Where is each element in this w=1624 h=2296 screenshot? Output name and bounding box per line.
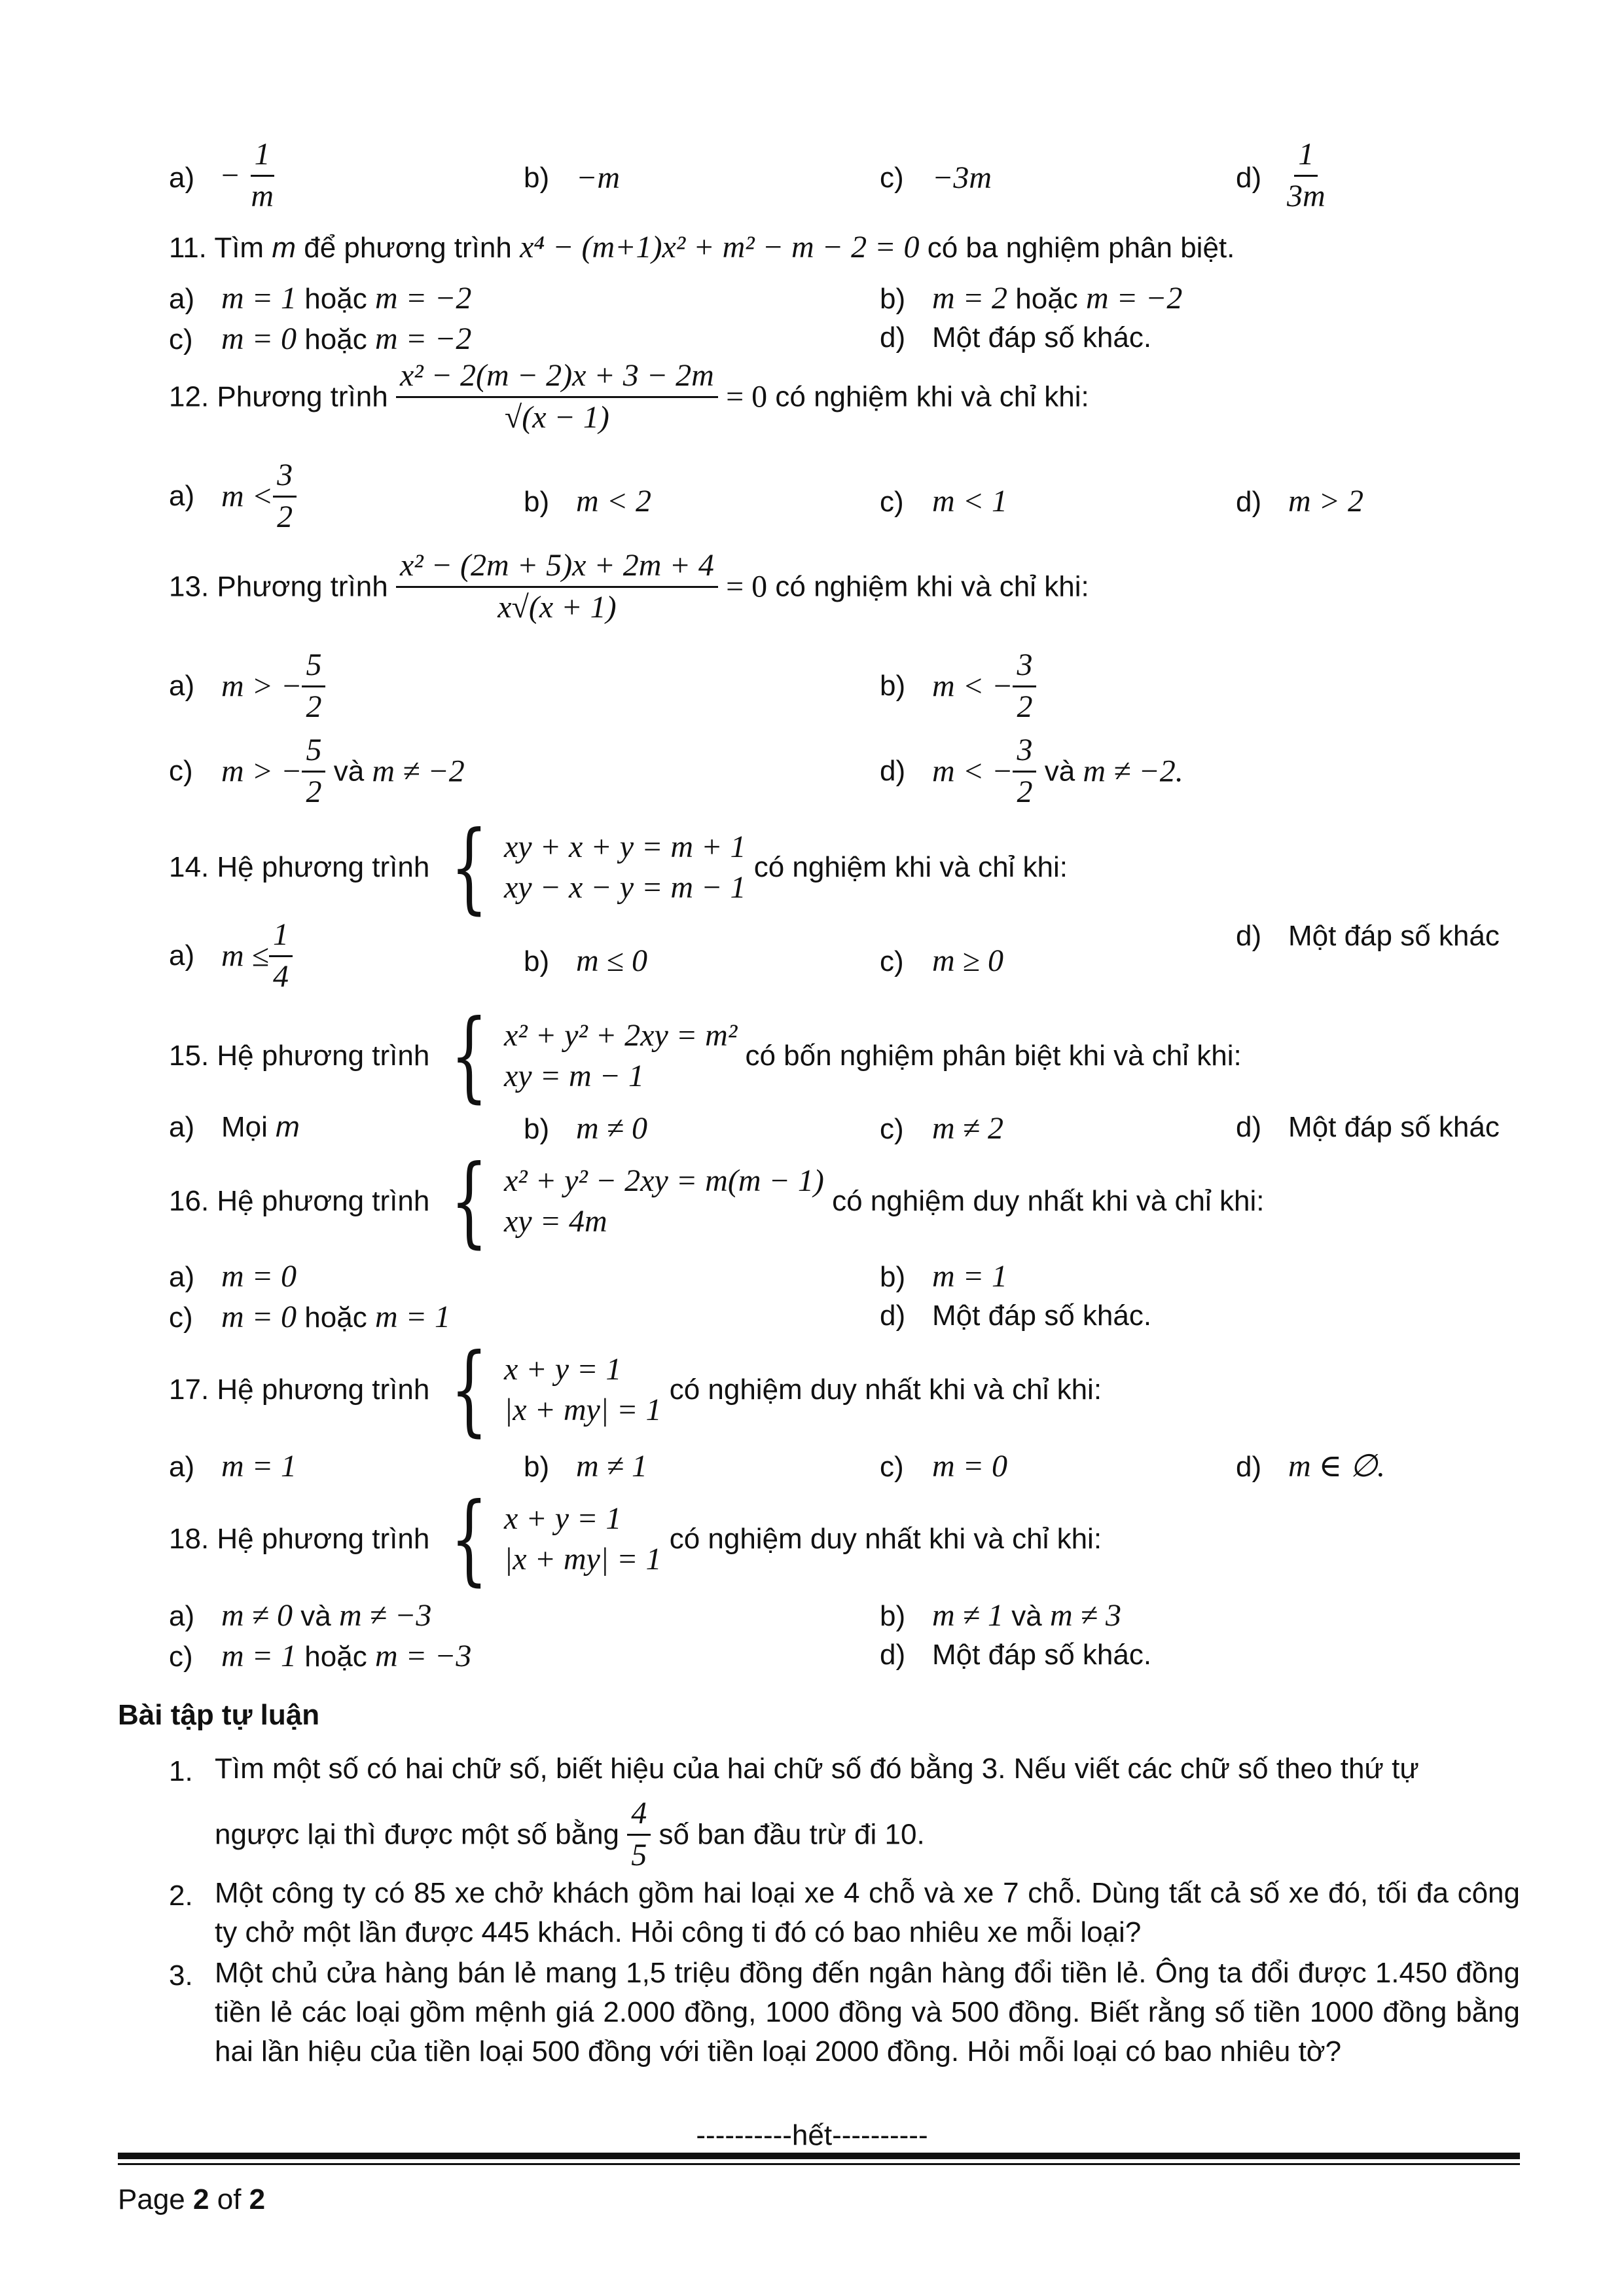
essay-item-1-line2: ngược lại thì được một số bằng $\frac{4}{5}$ số ban đầu trừ đi 10.: [215, 1796, 925, 1872]
q11-opt-b: b) m = 2 hoặc m = −2: [880, 281, 1183, 316]
q16-label: 16. Hệ phương trình: [169, 1185, 430, 1217]
q15-line1: x² + y² + 2xy = m²: [504, 1018, 738, 1053]
q10-opt-a-label: a): [169, 162, 195, 194]
q15-opt-b: b) m ≠ 0: [524, 1111, 648, 1146]
q10-d-den: 3m: [1287, 178, 1326, 213]
q10-d-num: 1: [1294, 137, 1318, 177]
q17-opt-a: a) m = 1: [169, 1449, 297, 1484]
q12-numerator: x² − 2(m − 2)x + 3 − 2m: [396, 359, 718, 398]
q17-opt-b: b) m ≠ 1: [524, 1449, 648, 1484]
q17-label: 17. Hệ phương trình: [169, 1374, 430, 1406]
q18-line1: x + y = 1: [504, 1501, 622, 1536]
q15-stem: 15. Hệ phương trình { x² + y² + 2xy = m² xy = m − 1 có bốn nghiệm phân biệt khi và chỉ khi:: [169, 999, 1242, 1113]
q12-opt-a: a) m < $\frac{3}{2}$: [169, 458, 297, 535]
q18-opt-d: d) Một đáp số khác.: [880, 1639, 1152, 1671]
q10-opt-c-value: −3m: [932, 160, 992, 195]
q14-tail: có nghiệm khi và chỉ khi:: [753, 851, 1068, 883]
q15-opt-a: a) Mọi m: [169, 1111, 300, 1143]
q11-mid: để phương trình: [304, 232, 512, 264]
q16-stem: 16. Hệ phương trình { x² + y² − 2xy = m(m − 1) xy = 4m có nghiệm duy nhất khi và chỉ khi:: [169, 1144, 1265, 1258]
q15-label: 15. Hệ phương trình: [169, 1040, 430, 1072]
q10-opt-a-value: − $\frac{1}{m}$: [221, 137, 278, 214]
essay-item-2-number: 2.: [169, 1880, 193, 1912]
q13-opt-d: d) m < − $\frac{3}{2}$ và m ≠ −2.: [880, 733, 1183, 809]
q18-line2: |x + my| = 1: [504, 1542, 662, 1576]
q16-opt-d: d) Một đáp số khác.: [880, 1300, 1152, 1332]
q16-tail: có nghiệm duy nhất khi và chỉ khi:: [832, 1185, 1265, 1217]
q13-opt-c: c) m > − $\frac{5}{2}$ và m ≠ −2: [169, 733, 465, 809]
q17-opt-d: d) m ∈ ∅.: [1236, 1449, 1386, 1484]
q14-opt-b: b) m ≤ 0: [524, 943, 648, 978]
q18-stem: 18. Hệ phương trình { x + y = 1 |x + my| = 1 có nghiệm duy nhất khi và chỉ khi:: [169, 1482, 1102, 1596]
q11-equation: x⁴ − (m+1)x² + m² − m − 2 = 0: [520, 230, 920, 264]
q12-denominator: √(x − 1): [504, 399, 609, 435]
footer-page-word: Page: [118, 2183, 185, 2215]
q16-line2: xy = 4m: [504, 1204, 607, 1239]
q11-var: m: [272, 232, 296, 264]
essay-item-3-text: Một chủ cửa hàng bán lẻ mang 1,5 triệu đồng đến ngân hàng đổi tiền lẻ. Ông ta đổi được 1.450 đồng tiền lẻ các loại gồm mệnh giá 2.000 đồng, 1000 đồng và 500 đồng. Biết rằng số tiền 1000 đồng bằng hai lần hiệu của tiền loại 500 đồng với tiền loại 2000 đồng. Hỏi mỗi loại có bao nhiêu tờ?: [215, 1957, 1520, 2068]
q11-opt-d: d) Một đáp số khác.: [880, 321, 1152, 354]
q13-stem: 13. Phương trình $\frac{\text{x² − (2m + 5)x + 2m + 4}}{x√(x + 1)}$ = 0 có nghiệm khi và chỉ khi:: [169, 548, 1089, 625]
essay-item-1-line1: Tìm một số có hai chữ số, biết hiệu của hai chữ số đó bằng 3. Nếu viết các chữ số theo thứ tự: [215, 1753, 1419, 1785]
q10-opt-d-value: [1283, 137, 1329, 214]
footer-of-word: of: [217, 2183, 242, 2215]
q18-opt-a: a) m ≠ 0 và m ≠ −3: [169, 1598, 432, 1633]
q14-stem: 14. Hệ phương trình { xy + x + y = m + 1 xy − x − y = m − 1 có nghiệm khi và chỉ khi:: [169, 811, 1068, 924]
q13-label: 13. Phương trình: [169, 570, 388, 603]
q11-label: 11. Tìm: [169, 232, 264, 264]
q11-tail: có ba nghiệm phân biệt.: [927, 232, 1235, 264]
q14-opt-a: a) m ≤ $\frac{1}{4}$: [169, 918, 293, 994]
q13-tail: có nghiệm khi và chỉ khi:: [775, 570, 1089, 603]
q13-denominator: x√(x + 1): [497, 589, 617, 625]
q14-opt-d: d) Một đáp số khác: [1236, 920, 1500, 952]
q10-a-den: m: [251, 178, 274, 213]
page-footer: [118, 2185, 265, 2214]
q12-opt-c: c) m < 1: [880, 484, 1008, 519]
footer-current-page: 2: [193, 2183, 209, 2215]
q17-tail: có nghiệm duy nhất khi và chỉ khi:: [669, 1374, 1102, 1406]
q17-opt-c: c) m = 0: [880, 1449, 1008, 1484]
q12-opt-d: d) m > 2: [1236, 484, 1364, 519]
q14-label: 14. Hệ phương trình: [169, 851, 430, 883]
q15-tail: có bốn nghiệm phân biệt khi và chỉ khi:: [745, 1040, 1242, 1072]
q14-opt-c: c) m ≥ 0: [880, 943, 1004, 978]
q18-label: 18. Hệ phương trình: [169, 1523, 430, 1555]
q17-line2: |x + my| = 1: [504, 1393, 662, 1427]
q18-tail: có nghiệm duy nhất khi và chỉ khi:: [669, 1523, 1102, 1555]
q10-opt-c-label: c): [880, 162, 904, 194]
q16-line1: x² + y² − 2xy = m(m − 1): [504, 1163, 824, 1198]
q15-opt-c: c) m ≠ 2: [880, 1111, 1004, 1146]
essay-item-1-number: 1.: [169, 1755, 193, 1787]
end-marker: ----------hết----------: [696, 2119, 928, 2151]
q12-opt-b: b) m < 2: [524, 484, 652, 519]
q12-stem: 12. Phương trình $\frac{\text{x² − 2(m − 2)x + 3 − 2m}}{√(x - 1)}$ = 0 có nghiệm khi và chỉ khi:: [169, 358, 1089, 435]
q14-line1: xy + x + y = m + 1: [504, 829, 746, 864]
q14-line2: xy − x − y = m − 1: [504, 870, 746, 905]
q16-opt-b: b) m = 1: [880, 1259, 1008, 1294]
q11-stem: [169, 232, 1235, 263]
q10-opt-b-value: −m: [576, 160, 621, 195]
footer-rule-thick: [118, 2153, 1520, 2159]
q13-opt-a: a) m > − $\frac{5}{2}$: [169, 648, 325, 725]
q15-line2: xy = m − 1: [504, 1059, 645, 1093]
essay-heading: Bài tập tự luận: [118, 1699, 320, 1731]
q16-opt-c: c) m = 0 hoặc m = 1: [169, 1300, 451, 1334]
q18-opt-b: b) m ≠ 1 và m ≠ 3: [880, 1598, 1121, 1633]
q16-opt-a: a) m = 0: [169, 1259, 297, 1294]
q13-numerator: x² − (2m + 5)x + 2m + 4: [396, 549, 718, 588]
q13-opt-b: b) m < − $\frac{3}{2}$: [880, 648, 1036, 725]
q12-tail: có nghiệm khi và chỉ khi:: [775, 380, 1089, 413]
footer-rule-thin: [118, 2163, 1520, 2165]
q15-opt-d: d) Một đáp số khác: [1236, 1111, 1500, 1143]
q11-opt-c: c) m = 0 hoặc m = −2: [169, 321, 472, 356]
q12-label: 12. Phương trình: [169, 380, 388, 413]
q17-stem: 17. Hệ phương trình { x + y = 1 |x + my| = 1 có nghiệm duy nhất khi và chỉ khi:: [169, 1333, 1102, 1447]
essay-item-2-text: Một công ty có 85 xe chở khách gồm hai loại xe 4 chỗ và xe 7 chỗ. Dùng tất cả số xe đó, tối đa công ty chở một lần được 445 khách. Hỏi công ti đó có bao nhiêu xe mỗi loại?: [215, 1877, 1520, 1948]
q17-line1: x + y = 1: [504, 1352, 622, 1387]
q11-opt-a: a) m = 1 hoặc m = −2: [169, 281, 472, 316]
q10-a-num: 1: [251, 137, 274, 177]
essay-item-3-number: 3.: [169, 1959, 193, 1992]
q10-opt-b-label: b): [524, 162, 550, 194]
footer-total-pages: 2: [249, 2183, 266, 2215]
q10-opt-d-label: d): [1236, 162, 1262, 194]
q18-opt-c: c) m = 1 hoặc m = −3: [169, 1639, 472, 1673]
